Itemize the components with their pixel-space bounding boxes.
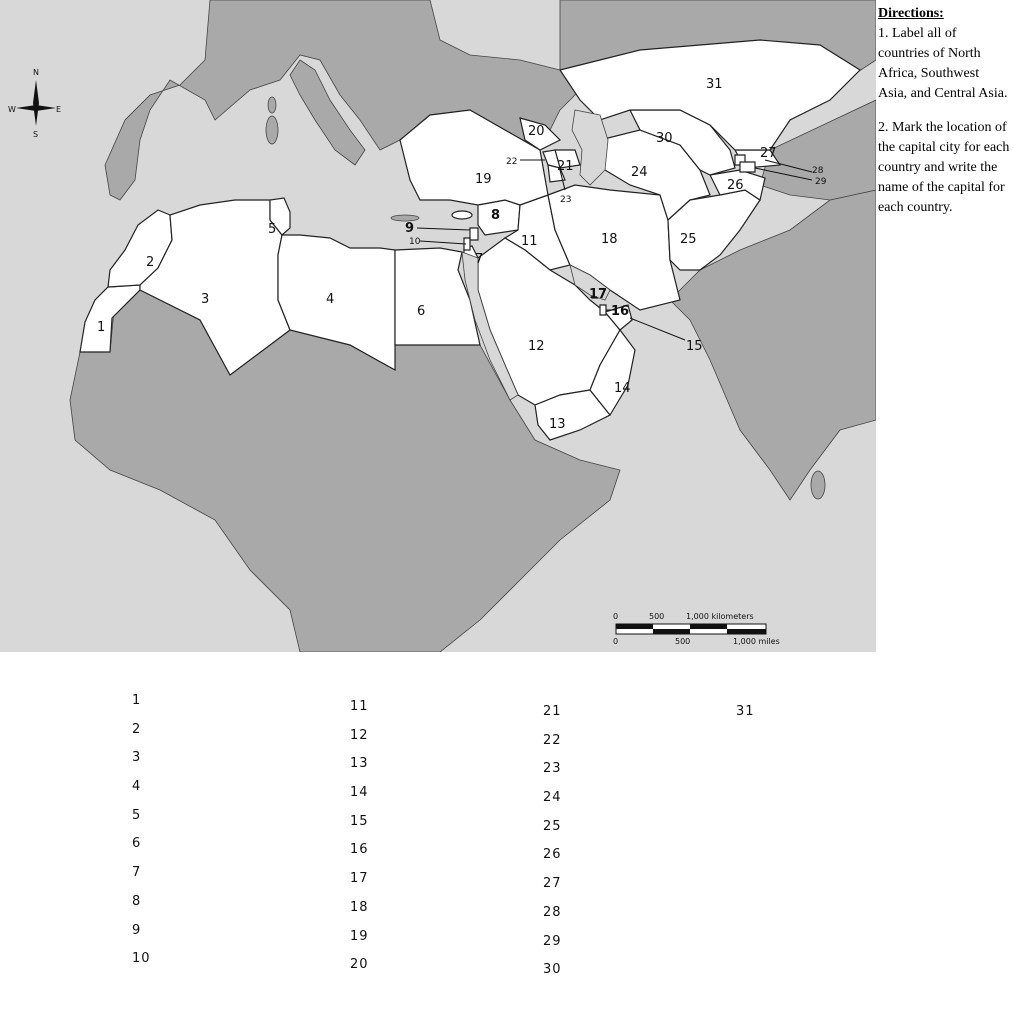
map-number-26: 26 [727, 178, 744, 193]
answer-line-15: 15 [350, 813, 369, 829]
map-number-11: 11 [521, 234, 538, 249]
answer-line-3: 3 [132, 750, 142, 766]
scale-km-500: 500 [649, 612, 665, 621]
scale-bar-seg-1 [616, 624, 653, 629]
map-number-25: 25 [680, 232, 697, 247]
scale-km-0: 0 [613, 612, 619, 621]
scale-km-1000: 1,000 kilometers [686, 612, 754, 621]
map-number-9: 9 [405, 221, 415, 236]
map-number-17: 17 [589, 287, 608, 302]
cyprus-land [452, 211, 472, 219]
answer-line-9: 9 [132, 922, 142, 938]
answer-line-14: 14 [350, 785, 369, 801]
answer-line-12: 12 [350, 727, 369, 743]
map-number-7: 7 [475, 252, 484, 267]
answer-line-23: 23 [543, 761, 562, 777]
answer-line-26: 26 [543, 847, 562, 863]
sardinia-land [266, 116, 278, 144]
compass-south: S [33, 130, 39, 139]
map-number-21: 21 [557, 159, 574, 174]
answer-column-1 [132, 693, 151, 980]
map-number-20: 20 [528, 124, 545, 139]
answer-line-21: 21 [543, 704, 562, 719]
map-number-1: 1 [97, 320, 106, 335]
map-number-4: 4 [326, 292, 335, 307]
scale-bar-seg-3 [653, 629, 690, 634]
answer-line-19: 19 [350, 928, 369, 944]
country-29-shape [740, 162, 755, 172]
map-number-16: 16 [611, 304, 630, 319]
answer-line-7: 7 [132, 865, 142, 881]
answer-line-27: 27 [543, 876, 562, 892]
map-number-3: 3 [201, 292, 210, 307]
answer-column-2 [350, 699, 369, 986]
scale-mi-0: 0 [613, 637, 619, 646]
answer-line-17: 17 [350, 871, 369, 887]
scale-bar-seg-2 [690, 624, 727, 629]
map-number-27: 27 [760, 146, 777, 161]
country-16-shape [600, 305, 606, 315]
corsica-land [268, 97, 276, 113]
directions-panel [878, 4, 1010, 218]
compass-west: W [8, 105, 16, 114]
scale-mi-500: 500 [675, 637, 691, 646]
map-number-31: 31 [706, 77, 723, 92]
map-number-30: 30 [656, 131, 673, 146]
answer-line-25: 25 [543, 818, 562, 834]
answer-column-4 [736, 704, 755, 733]
scale-mi-1000: 1,000 miles [733, 637, 780, 646]
answer-line-5: 5 [132, 807, 142, 823]
compass-north: N [33, 68, 39, 77]
answer-line-16: 16 [350, 842, 369, 858]
map-number-8: 8 [491, 208, 501, 223]
map-number-29: 29 [815, 177, 827, 187]
map-number-13: 13 [549, 417, 566, 432]
answer-line-10: 10 [132, 951, 151, 967]
map-number-5: 5 [268, 222, 277, 237]
answer-line-4: 4 [132, 779, 142, 795]
answer-line-30: 30 [543, 962, 562, 978]
answer-line-8: 8 [132, 893, 142, 909]
answer-line-1: 1 [132, 693, 142, 708]
answer-line-24: 24 [543, 790, 562, 806]
directions-step-1: 1. Label all of countries of North Africa, Southwest Asia, and Central Asia. [878, 26, 1008, 101]
map-number-18: 18 [601, 232, 618, 247]
answer-line-29: 29 [543, 933, 562, 949]
sri-lanka-land [811, 471, 825, 499]
answer-line-18: 18 [350, 899, 369, 915]
map-number-15: 15 [686, 339, 703, 354]
directions-spacer [878, 104, 1010, 118]
map-number-10: 10 [409, 237, 421, 247]
country-9-shape [470, 228, 478, 240]
scale-bar-seg-4 [727, 629, 766, 634]
map-number-24: 24 [631, 165, 648, 180]
answer-line-31: 31 [736, 704, 755, 719]
directions-heading: Directions: [878, 6, 944, 21]
map-number-23: 23 [560, 195, 572, 205]
map-number-12: 12 [528, 339, 545, 354]
answer-line-20: 20 [350, 957, 369, 973]
map-number-22: 22 [506, 157, 518, 167]
map-number-19: 19 [475, 172, 492, 187]
answer-line-6: 6 [132, 836, 142, 852]
answer-line-2: 2 [132, 721, 142, 737]
map-number-14: 14 [614, 381, 631, 396]
compass-east: E [56, 105, 62, 114]
answer-line-28: 28 [543, 904, 562, 920]
answer-column-3 [543, 704, 562, 991]
directions-step-2: 2. Mark the location of the capital city for each country and write the name of the capital for each country. [878, 120, 1010, 215]
map-number-6: 6 [417, 304, 426, 319]
answer-line-11: 11 [350, 699, 369, 714]
map-number-2: 2 [146, 255, 155, 270]
answer-line-22: 22 [543, 732, 562, 748]
answer-line-13: 13 [350, 756, 369, 772]
map-number-28: 28 [812, 166, 824, 176]
